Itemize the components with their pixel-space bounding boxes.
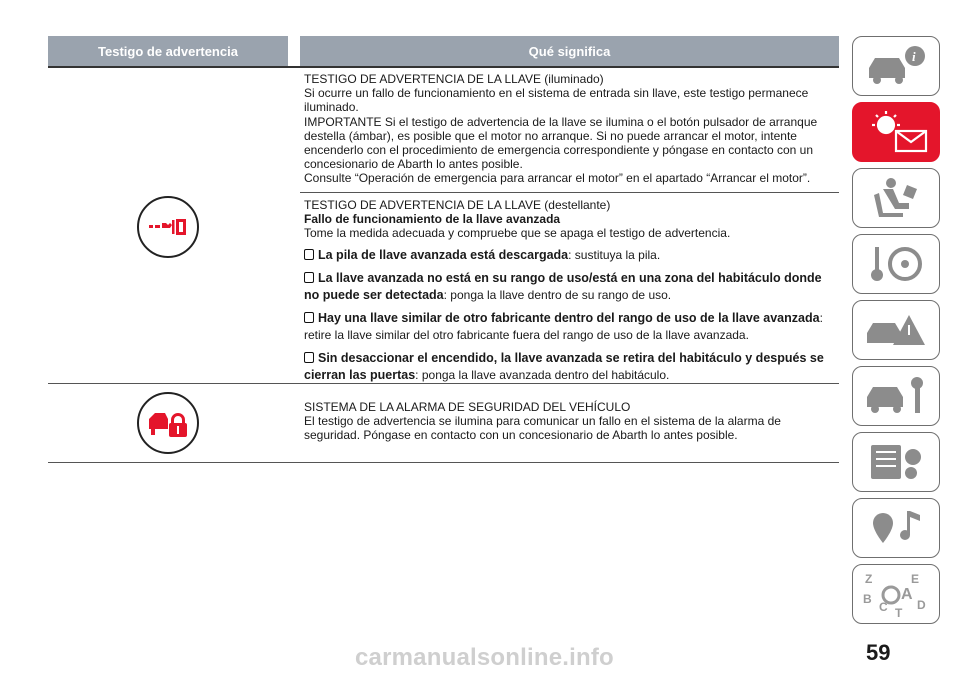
description-block-flashing (304, 198, 839, 384)
row-divider (48, 462, 839, 463)
navigation-music-icon[interactable] (852, 498, 940, 558)
index-letter: B (863, 592, 872, 606)
text-line: destella (ámbar), es posible que el motor no arranque. Si no puede arrancar el motor, intente (304, 128, 797, 143)
specs-gear-icon[interactable] (852, 432, 940, 492)
checklist-item (304, 310, 839, 344)
index-letter: A (901, 586, 913, 603)
text-line: IMPORTANTE Si el testigo de advertencia de la llave se ilumina o el botón pulsador de arranque (304, 114, 818, 129)
item-bold: Hay una llave similar de otro fabricante dentro del rango de uso de la llave avanzada (318, 310, 820, 325)
checkbox-icon (304, 249, 314, 260)
index-letter: E (911, 572, 920, 586)
car-breakdown-warning-icon[interactable] (852, 300, 940, 360)
block-intro: Tome la medida adecuada y compruebe que se apaga el testigo de advertencia. (304, 226, 731, 241)
column-header-meaning: Qué significa (300, 36, 839, 66)
description-block-illuminated (304, 72, 839, 186)
description-block-alarm (304, 400, 839, 443)
car-lock-alarm-icon (137, 392, 199, 454)
table-row-key-warning (48, 68, 839, 382)
index-letter: D (917, 598, 926, 612)
page-number: 59 (866, 640, 891, 665)
text-line: concesionario de Abarth lo antes posible. (304, 157, 523, 172)
item-text: : retire la llave similar del otro fabricante fuera del rango de uso de la llave avanzada. (304, 310, 823, 342)
checkbox-icon (304, 272, 314, 283)
warning-light-message-icon[interactable] (852, 102, 940, 162)
text-line: Si ocurre un fallo de funcionamiento en el sistema de entrada sin llave, este testigo permanece (304, 86, 809, 101)
index-letter: T (895, 606, 903, 619)
checklist-item (304, 350, 839, 384)
item-bold: La llave avanzada no está en su rango de uso/está en una zona del habitáculo donde no puede ser detectada (304, 270, 822, 302)
text-line: Consulte “Operación de emergencia para arrancar el motor” en el apartado “Arrancar el motor”. (304, 171, 811, 186)
icon-cell (48, 392, 288, 454)
block-title: TESTIGO DE ADVERTENCIA DE LA LLAVE (destellante) (304, 198, 611, 212)
text-line: encenderlo con el procedimiento de emergencia correspondiente y póngase en contacto con un (304, 143, 814, 158)
text-line: iluminado. (304, 100, 359, 115)
index-letter: C (879, 600, 888, 614)
text-line: seguridad. Póngase en contacto con un concesionario de Abarth lo antes posible. (304, 428, 738, 443)
car-wrench-icon[interactable] (852, 366, 940, 426)
key-warning-icon (137, 196, 199, 258)
checkbox-icon (304, 312, 314, 323)
watermark: carmanualsonline.info (355, 644, 614, 671)
block-subtitle: Fallo de funcionamiento de la llave avanzada (304, 212, 561, 227)
svg-text:i: i (912, 49, 916, 64)
car-info-icon[interactable] (852, 36, 940, 96)
table-header (48, 36, 839, 68)
item-text: : ponga la llave dentro de su rango de uso. (443, 287, 672, 302)
item-bold: Sin desaccionar el encendido, la llave avanzada se retira del habitáculo y después se cierran las puertas (304, 350, 824, 382)
divider (300, 192, 839, 193)
alphabet-index-icon[interactable] (852, 564, 940, 624)
item-bold: La pila de llave avanzada está descargada (318, 247, 569, 262)
key-steering-wheel-icon[interactable] (852, 234, 940, 294)
checklist-item (304, 270, 839, 304)
table-row-security-alarm (48, 384, 839, 462)
column-header-warning-light: Testigo de advertencia (48, 36, 288, 66)
checkbox-icon (304, 352, 314, 363)
text-line: SISTEMA DE LA ALARMA DE SEGURIDAD DEL VEHÍCULO (304, 400, 631, 414)
icon-cell (48, 196, 288, 258)
index-letter: Z (865, 572, 873, 586)
seat-airbag-icon[interactable] (852, 168, 940, 228)
text-line: El testigo de advertencia se ilumina para comunicar un fallo en el sistema de la alarma de (304, 414, 781, 429)
item-text: : sustituya la pila. (568, 247, 661, 262)
text-line: TESTIGO DE ADVERTENCIA DE LA LLAVE (iluminado) (304, 72, 604, 86)
checklist-item (304, 247, 839, 264)
item-text: : ponga la llave avanzada dentro del habitáculo. (415, 367, 670, 382)
